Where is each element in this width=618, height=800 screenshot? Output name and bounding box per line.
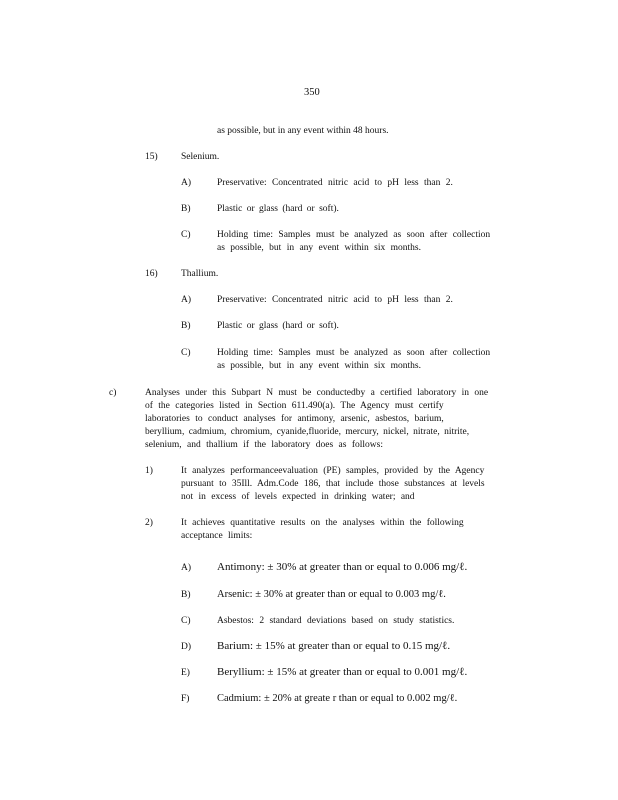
condition-1-line-2: pursuant to 35Ill. Adm.Code 186, that include those substances at levels [181, 479, 485, 489]
condition-1-number: 1) [145, 466, 153, 476]
item-15-a-text: Preservative: Concentrated nitric acid to pH less than 2. [217, 178, 453, 188]
item-16-b-label: B) [181, 321, 191, 331]
item-15-number: 15) [145, 152, 158, 162]
intro-continuation: as possible, but in any event within 48 hours. [217, 126, 389, 136]
limit-b-text: Arsenic: ± 30% at greater than or equal to 0.003 mg/ℓ. [217, 589, 446, 600]
condition-2-line-2: acceptance limits: [181, 531, 253, 541]
item-15-b-label: B) [181, 204, 191, 214]
item-15-a-label: A) [181, 178, 192, 188]
limit-a-text: Antimony: ± 30% at greater than or equal to 0.006 mg/ℓ. [217, 561, 468, 573]
item-15-c-line-2: as possible, but in any event within six months. [217, 243, 421, 253]
condition-1-line-3: not in excess of levels expected in drinking water; and [181, 492, 415, 502]
limit-b-label: B) [181, 590, 191, 600]
item-16-c-line-1: Holding time: Samples must be analyzed as soon after collection [217, 348, 491, 358]
limit-c-label: C) [181, 616, 191, 626]
item-16-c-line-2: as possible, but in any event within six months. [217, 361, 421, 371]
limit-f-label: F) [181, 694, 190, 704]
section-c-label: c) [109, 388, 117, 398]
condition-2-number: 2) [145, 518, 153, 528]
limit-c-text: Asbestos: 2 standard deviations based on study statistics. [217, 616, 455, 626]
section-c-line-4: beryllium, cadmium, chromium, cyanide,fluoride, mercury, nickel, nitrate, nitrite, [145, 427, 470, 437]
item-16-c-label: C) [181, 348, 191, 358]
limit-e-label: E) [181, 668, 190, 678]
limit-e-text: Beryllium: ± 15% at greater than or equal to 0.001 mg/ℓ. [217, 666, 468, 678]
item-15-b-text: Plastic or glass (hard or soft). [217, 204, 339, 214]
item-15-c-label: C) [181, 230, 191, 240]
item-15-title: Selenium. [181, 152, 220, 162]
item-16-a-label: A) [181, 295, 192, 305]
section-c-line-2: of the categories listed in Section 611.490(a). The Agency must certify [145, 401, 444, 411]
page-number: 350 [304, 87, 320, 98]
item-16-a-text: Preservative: Concentrated nitric acid to pH less than 2. [217, 295, 453, 305]
item-16-number: 16) [145, 269, 158, 279]
section-c-line-3: laboratories to conduct analyses for antimony, arsenic, asbestos, barium, [145, 414, 444, 424]
limit-d-text: Barium: ± 15% at greater than or equal to 0.15 mg/ℓ. [217, 640, 451, 652]
section-c-line-1: Analyses under this Subpart N must be conductedby a certified laboratory in one [145, 388, 489, 398]
section-c-line-5: selenium, and thallium if the laboratory does as follows: [145, 440, 383, 450]
item-16-title: Thallium. [181, 269, 219, 279]
item-15-c-line-1: Holding time: Samples must be analyzed as soon after collection [217, 230, 491, 240]
limit-d-label: D) [181, 642, 192, 652]
limit-a-label: A) [181, 563, 192, 573]
item-16-b-text: Plastic or glass (hard or soft). [217, 321, 339, 331]
condition-1-line-1: It analyzes performanceevaluation (PE) samples, provided by the Agency [181, 466, 485, 476]
condition-2-line-1: It achieves quantitative results on the analyses within the following [181, 518, 464, 528]
limit-f-text: Cadmium: ± 20% at greate r than or equal to 0.002 mg/ℓ. [217, 693, 458, 704]
